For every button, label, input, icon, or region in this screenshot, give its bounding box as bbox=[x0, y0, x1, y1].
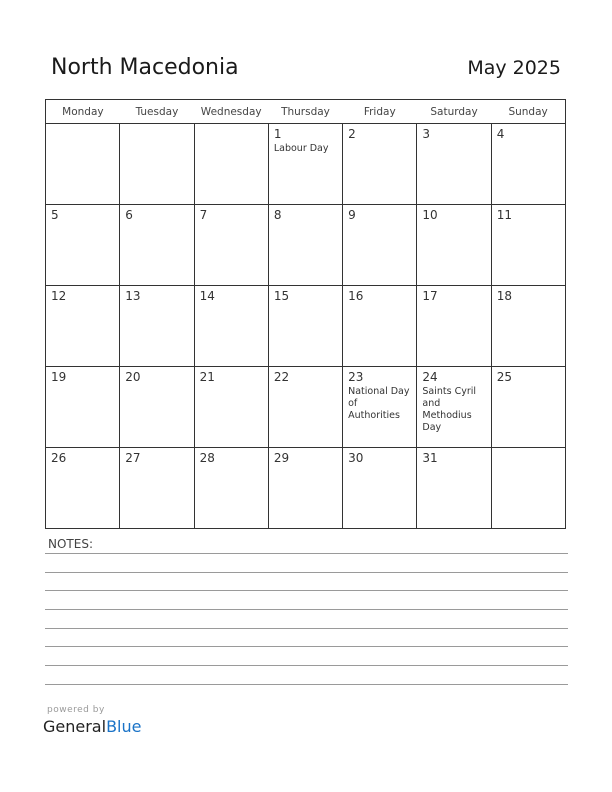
note-line bbox=[45, 553, 568, 554]
day-number: 9 bbox=[348, 208, 356, 222]
note-line bbox=[45, 590, 568, 591]
powered-by-text: powered by bbox=[47, 705, 105, 715]
day-number: 10 bbox=[422, 208, 438, 222]
note-line bbox=[45, 665, 568, 666]
country-title: North Macedonia bbox=[51, 55, 239, 80]
weekday-header: Saturday bbox=[417, 100, 491, 124]
day-number: 25 bbox=[496, 370, 512, 384]
day-cell bbox=[46, 205, 120, 286]
week-row bbox=[46, 124, 566, 205]
day-cell bbox=[417, 205, 491, 286]
note-line bbox=[45, 628, 568, 629]
calendar-body bbox=[46, 124, 566, 529]
day-number: 12 bbox=[51, 289, 67, 303]
day-cell bbox=[194, 367, 268, 448]
note-line bbox=[45, 572, 568, 573]
day-number: 16 bbox=[348, 289, 364, 303]
day-cell bbox=[491, 367, 565, 448]
day-cell bbox=[343, 367, 417, 448]
day-number: 13 bbox=[125, 289, 141, 303]
day-number: 6 bbox=[125, 208, 133, 222]
note-line bbox=[45, 684, 568, 685]
notes-label: NOTES: bbox=[48, 537, 93, 551]
day-number: 14 bbox=[199, 289, 215, 303]
weekday-header: Tuesday bbox=[120, 100, 194, 124]
day-number: 20 bbox=[125, 370, 141, 384]
day-cell bbox=[268, 367, 342, 448]
day-cell bbox=[194, 448, 268, 529]
day-number: 3 bbox=[422, 127, 431, 141]
day-number: 11 bbox=[496, 208, 512, 222]
day-cell bbox=[491, 448, 565, 529]
day-cell bbox=[491, 124, 565, 205]
note-line bbox=[45, 609, 568, 610]
calendar-grid bbox=[45, 99, 566, 529]
weekday-header: Friday bbox=[343, 100, 417, 124]
day-number: 28 bbox=[199, 451, 215, 465]
weekday-header: Thursday bbox=[268, 100, 342, 124]
day-number: 15 bbox=[273, 289, 290, 303]
day-number: 26 bbox=[51, 451, 67, 465]
day-cell bbox=[417, 367, 491, 448]
day-number: 29 bbox=[273, 451, 290, 465]
day-cell bbox=[46, 124, 120, 205]
week-row bbox=[46, 205, 566, 286]
holiday-label: Labour Day bbox=[273, 143, 329, 154]
weekday-header: Wednesday bbox=[194, 100, 268, 124]
day-number: 24 bbox=[422, 370, 438, 384]
holiday-label: Saints Cyril and Methodius Day bbox=[422, 386, 477, 433]
day-number: 27 bbox=[125, 451, 141, 465]
month-year-title: May 2025 bbox=[467, 57, 561, 79]
day-number: 2 bbox=[348, 127, 356, 141]
day-number: 18 bbox=[496, 289, 512, 303]
day-cell bbox=[194, 124, 268, 205]
day-cell bbox=[268, 205, 342, 286]
day-cell bbox=[46, 367, 120, 448]
day-cell bbox=[268, 124, 342, 205]
day-cell bbox=[417, 124, 491, 205]
day-cell bbox=[46, 448, 120, 529]
day-number: 17 bbox=[422, 289, 438, 303]
day-cell bbox=[417, 286, 491, 367]
day-cell bbox=[343, 286, 417, 367]
day-cell bbox=[268, 448, 342, 529]
day-cell bbox=[417, 448, 491, 529]
day-cell bbox=[120, 448, 194, 529]
day-cell bbox=[491, 286, 565, 367]
day-number: 7 bbox=[199, 208, 208, 222]
note-line bbox=[45, 646, 568, 647]
day-cell bbox=[46, 286, 120, 367]
day-number: 30 bbox=[348, 451, 364, 465]
week-row bbox=[46, 448, 566, 529]
day-cell bbox=[194, 205, 268, 286]
day-cell bbox=[343, 448, 417, 529]
day-cell bbox=[491, 205, 565, 286]
holiday-label: National Day of Authorities bbox=[348, 386, 410, 421]
day-number: 23 bbox=[348, 370, 364, 384]
day-cell bbox=[268, 286, 342, 367]
generalblue-logo[interactable] bbox=[43, 717, 141, 736]
day-cell bbox=[120, 286, 194, 367]
day-cell bbox=[120, 367, 194, 448]
day-cell bbox=[120, 205, 194, 286]
brand-general: General bbox=[43, 717, 107, 736]
day-number: 31 bbox=[422, 451, 438, 465]
day-number: 1 bbox=[273, 127, 282, 141]
day-cell bbox=[120, 124, 194, 205]
day-number: 21 bbox=[199, 370, 215, 384]
weekday-header: Monday bbox=[46, 100, 120, 124]
day-cell bbox=[194, 286, 268, 367]
week-row bbox=[46, 367, 566, 448]
day-cell bbox=[343, 124, 417, 205]
day-cell bbox=[343, 205, 417, 286]
day-number: 4 bbox=[496, 127, 505, 141]
week-row bbox=[46, 286, 566, 367]
day-number: 19 bbox=[51, 370, 67, 384]
day-number: 8 bbox=[273, 208, 282, 222]
weekday-header: Sunday bbox=[491, 100, 565, 124]
day-number: 5 bbox=[51, 208, 59, 222]
brand-blue: Blue bbox=[106, 717, 142, 736]
weekday-header-row bbox=[46, 100, 566, 124]
day-number: 22 bbox=[273, 370, 290, 384]
